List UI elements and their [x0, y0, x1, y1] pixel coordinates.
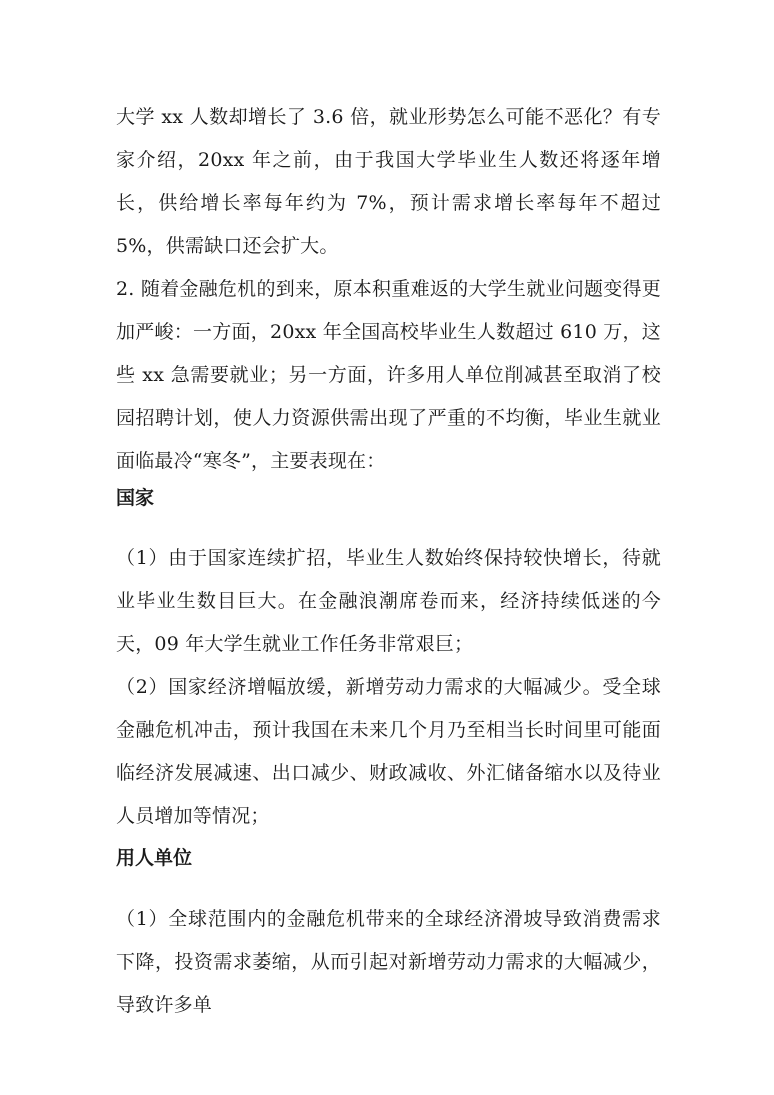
section-heading-employers: 用人单位	[116, 847, 193, 869]
section-heading-state: 国家	[116, 487, 155, 509]
paragraph-state-point-1: （1）由于国家连续扩招，毕业生人数始终保持较快增长，待就业毕业生数目巨大。在金融浪潮席卷而来，经济持续低迷的今天，09 年大学生就业工作任务非常艰巨；	[116, 547, 661, 655]
paragraph-employment-outlook: 大学 xx 人数却增长了 3.6 倍，就业形势怎么可能不恶化？有专家介绍，20xx 年之前，由于我国大学毕业生人数还将逐年增长，供给增长率每年约为 7%，预计需求增长率每年不超过 5%，供需缺口还会扩大。	[116, 106, 661, 257]
paragraph-state-point-2: （2）国家经济增幅放缓，新增劳动力需求的大幅减少。受全球金融危机冲击，预计我国在未来几个月乃至相当长时间里可能面临经济发展减速、出口减少、财政减收、外汇储备缩水以及待业人员增加等情况；	[116, 676, 661, 827]
paragraph-financial-crisis: 2. 随着金融危机的到来，原本积重难返的大学生就业问题变得更加严峻：一方面，20xx 年全国高校毕业生人数超过 610 万，这些 xx 急需要就业；另一方面，许多用人单位削减甚至取消了校园招聘计划，使人力资源供需出现了严重的不均衡，毕业生就业面临最冷“寒冬”，主要表现在：	[116, 278, 661, 472]
paragraph-employers-point-1: （1）全球范围内的金融危机带来的全球经济滑坡导致消费需求下降，投资需求萎缩，从而引起对新增劳动力需求的大幅减少，导致许多单	[116, 908, 661, 1016]
